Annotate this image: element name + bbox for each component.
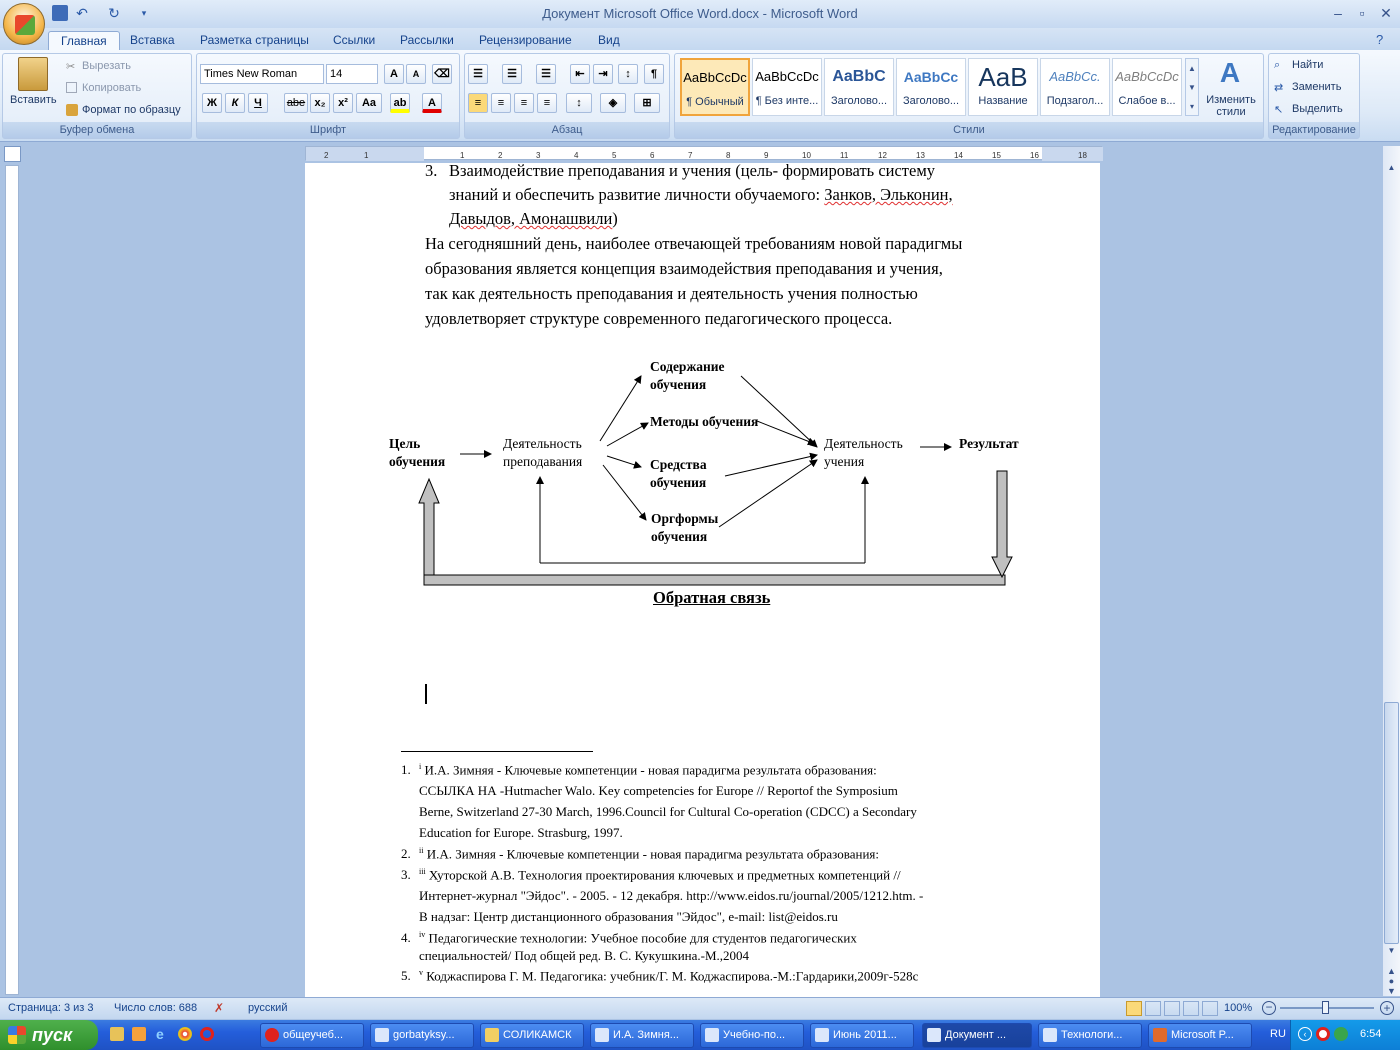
select-icon: ↖ bbox=[1274, 104, 1284, 116]
diagram-means-line: обучения bbox=[650, 475, 707, 490]
multilevel-list-icon[interactable]: ☰ bbox=[536, 64, 556, 84]
print-layout-icon[interactable] bbox=[1126, 1001, 1142, 1016]
diagram-content-line: Содержание bbox=[650, 359, 725, 374]
full-screen-icon[interactable] bbox=[1145, 1001, 1161, 1016]
ruler-marks bbox=[306, 147, 1103, 161]
align-right-icon[interactable]: ≡ bbox=[514, 93, 534, 113]
taskbar-item-label: Microsoft P... bbox=[1171, 1029, 1234, 1041]
clear-format-icon[interactable]: ⌫ bbox=[432, 64, 452, 84]
style-preview: AaB bbox=[978, 62, 1028, 92]
footnote-line bbox=[419, 762, 877, 778]
footnote-line bbox=[419, 867, 901, 883]
feedback-arrow-up bbox=[419, 479, 439, 575]
tab-references[interactable]: Ссылки bbox=[333, 33, 376, 47]
outline-icon[interactable] bbox=[1183, 1001, 1199, 1016]
style-preview: AaBbCcDc bbox=[755, 69, 819, 84]
footnote-mark: ii bbox=[419, 846, 424, 855]
underline-button[interactable]: Ч bbox=[248, 93, 268, 113]
word-icon bbox=[595, 1028, 609, 1042]
style-preview: AaBbCc bbox=[903, 69, 959, 85]
ruler-tick-label: 8 bbox=[726, 151, 731, 160]
align-center-icon[interactable]: ≡ bbox=[491, 93, 511, 113]
taskbar-item-label: И.А. Зимня... bbox=[613, 1029, 679, 1041]
style-name: ¶ Обычный bbox=[686, 96, 744, 108]
word-icon bbox=[815, 1028, 829, 1042]
styles-scroll-icon[interactable]: ▲ ▼ ▾ bbox=[1185, 58, 1199, 116]
arrow-teaching-means bbox=[607, 456, 641, 467]
diagram-goal bbox=[389, 435, 445, 471]
diagram-goal-line: обучения bbox=[389, 454, 446, 469]
author-names: Занков, Эльконин, bbox=[824, 185, 953, 204]
arrow-teaching-content bbox=[600, 376, 641, 441]
find-button[interactable]: Найти bbox=[1292, 59, 1324, 71]
footnote-line-text: Хуторской А.В. Технология проектирования ключевых и предметных компетенций // bbox=[428, 867, 901, 883]
word-icon bbox=[927, 1028, 941, 1042]
diagram-means bbox=[650, 456, 707, 492]
footnote-line: В надзаг: Центр дистанционного образования "Эйдос", e-mail: list@eidos.ru bbox=[419, 909, 838, 924]
browse-object-icon[interactable]: ▲ ● ▼ bbox=[1387, 966, 1396, 996]
diagram-learning bbox=[824, 435, 903, 471]
maximize-icon[interactable]: ▫ bbox=[1359, 5, 1365, 21]
taskbar-item-label: gorbatyksy... bbox=[393, 1029, 455, 1041]
cut-button[interactable]: Вырезать bbox=[82, 60, 131, 72]
font-group-label: Шрифт bbox=[197, 122, 459, 138]
ruler-corner-tab-icon[interactable] bbox=[4, 146, 21, 162]
change-case-button[interactable]: Aa bbox=[356, 93, 382, 113]
word-icon bbox=[375, 1028, 389, 1042]
diagram-methods: Методы обучения bbox=[650, 414, 759, 429]
sort-icon[interactable]: ↕ bbox=[618, 64, 638, 84]
taskbar-item-word-3[interactable] bbox=[700, 1023, 804, 1048]
taskbar-item-word-2[interactable] bbox=[590, 1023, 694, 1048]
format-painter-button[interactable]: Формат по образцу bbox=[82, 104, 181, 116]
editing-group-label: Редактирование bbox=[1269, 122, 1359, 138]
ruler-tick-label: 13 bbox=[916, 151, 925, 160]
style-name: Заголово... bbox=[902, 95, 960, 107]
footnote-line-text: И.А. Зимняя - Ключевые компетенции - новая парадигма результата образования: bbox=[424, 762, 877, 778]
web-layout-icon[interactable] bbox=[1164, 1001, 1180, 1016]
paste-button[interactable]: Вставить bbox=[10, 94, 57, 106]
office-button[interactable] bbox=[3, 3, 45, 45]
list-item-text: ) bbox=[612, 209, 618, 228]
window-title: Документ Microsoft Office Word.docx - Microsoft Word bbox=[542, 6, 858, 21]
footnote-number: 3. bbox=[401, 867, 411, 882]
show-marks-icon[interactable]: ¶ bbox=[644, 64, 664, 84]
shading-icon[interactable]: ◈ bbox=[600, 93, 626, 113]
list-number: 3. bbox=[425, 163, 438, 180]
taskbar-item-label: общеучеб... bbox=[283, 1029, 344, 1041]
ruler-tick-label: 1 bbox=[364, 151, 369, 160]
diagram-content bbox=[650, 358, 725, 394]
styles-group-label: Стили bbox=[675, 122, 1263, 138]
arrow-teaching-methods bbox=[607, 423, 648, 446]
ruler-margin-right bbox=[1042, 147, 1103, 161]
tab-mailings[interactable]: Рассылки bbox=[400, 33, 454, 47]
undo-icon[interactable]: ↶ bbox=[76, 5, 88, 21]
ruler-tick-label: 15 bbox=[992, 151, 1001, 160]
author-names: Давыдов, Амонашвили bbox=[449, 209, 613, 228]
ruler-tick-label: 16 bbox=[1030, 151, 1039, 160]
footnote-number: 1. bbox=[401, 762, 411, 777]
footnote-number: 4. bbox=[401, 930, 411, 945]
increase-indent-icon[interactable]: ⇥ bbox=[593, 64, 613, 84]
arrow-means-learning bbox=[725, 455, 817, 476]
ruler-tick-label: 14 bbox=[954, 151, 963, 160]
footnote-line-text: Коджаспирова Г. М. Педагогика: учебник/Г. М. Коджаспирова.-М.:Гардарики,2009г-528с bbox=[426, 968, 919, 984]
arrow-content-learning bbox=[741, 376, 817, 447]
format-painter-icon bbox=[66, 104, 78, 116]
footnote-line: специальностей/ Под общей ред. В. С. Кукушкина.-М.,2004 bbox=[419, 948, 750, 963]
footnote-mark: v bbox=[419, 968, 423, 977]
footnote-line-text: И.А. Зимняя - Ключевые компетенции - новая парадигма результата образования: bbox=[426, 846, 879, 862]
taskbar-item-word-5[interactable] bbox=[1038, 1023, 1142, 1048]
align-left-icon[interactable]: ≡ bbox=[468, 93, 488, 113]
font-color-icon[interactable]: A bbox=[422, 93, 442, 113]
style-preview: AaBbCc. bbox=[1049, 69, 1101, 84]
zoom-out-icon[interactable]: − bbox=[1262, 1001, 1276, 1015]
style-preview: AaBbC bbox=[832, 68, 886, 85]
tab-insert[interactable]: Вставка bbox=[130, 33, 175, 47]
ruler-tick-label: 11 bbox=[840, 151, 849, 160]
word-icon bbox=[1043, 1028, 1057, 1042]
paste-icon[interactable] bbox=[18, 57, 48, 91]
tray-back-icon[interactable]: ‹ bbox=[1298, 1027, 1312, 1041]
font-family-select[interactable]: Times New Roman bbox=[200, 64, 324, 84]
taskbar-item-label: Учебно-по... bbox=[723, 1029, 786, 1041]
quicklaunch-desktop-icon[interactable] bbox=[110, 1027, 124, 1041]
taskbar-item-label: Технологи... bbox=[1061, 1029, 1123, 1041]
ruler-tick-label: 6 bbox=[650, 151, 655, 160]
taskbar-item-opera[interactable] bbox=[260, 1023, 364, 1048]
decrease-indent-icon[interactable]: ⇤ bbox=[570, 64, 590, 84]
replace-icon: ⇄ bbox=[1274, 82, 1284, 94]
ruler-tick-label: 4 bbox=[574, 151, 579, 160]
line-spacing-icon[interactable]: ↕ bbox=[566, 93, 592, 113]
diagram-teaching-line: Деятельность bbox=[503, 436, 582, 451]
bold-button[interactable]: Ж bbox=[202, 93, 222, 113]
taskbar-item-word-4[interactable] bbox=[810, 1023, 914, 1048]
ruler-tick-label: 2 bbox=[498, 151, 503, 160]
zoom-level[interactable]: 100% bbox=[1224, 1002, 1253, 1014]
font-size-select[interactable]: 14 bbox=[326, 64, 378, 84]
clock: 6:54 bbox=[1360, 1028, 1382, 1040]
zoom-slider-thumb[interactable] bbox=[1322, 1001, 1329, 1014]
style-name: Слабое в... bbox=[1118, 95, 1176, 107]
paragraph-line: образования является концепция взаимодействия преподавания и учения, bbox=[425, 259, 943, 278]
ruler-tick-label: 5 bbox=[612, 151, 617, 160]
folder-icon bbox=[485, 1028, 499, 1042]
diagram-forms bbox=[651, 510, 718, 546]
copy-icon bbox=[66, 82, 77, 93]
style-title[interactable] bbox=[968, 58, 1038, 116]
arrow-forms-learning bbox=[719, 460, 817, 527]
ruler-tick-label: 18 bbox=[1078, 151, 1087, 160]
footnote-mark: iii bbox=[419, 867, 426, 876]
customize-qat-icon[interactable]: ▾ bbox=[141, 8, 147, 18]
arrow-methods-learning bbox=[757, 421, 815, 444]
footnote-mark: iv bbox=[419, 930, 426, 939]
ruler-tick-label: 12 bbox=[878, 151, 887, 160]
start-label: пуск bbox=[32, 1025, 73, 1045]
zoom-in-icon[interactable]: + bbox=[1380, 1001, 1394, 1015]
justify-icon[interactable]: ≡ bbox=[537, 93, 557, 113]
diagram-teaching-line: преподавания bbox=[503, 454, 583, 469]
diagram-forms-line: обучения bbox=[651, 529, 708, 544]
copy-button[interactable]: Копировать bbox=[82, 82, 142, 94]
windows-logo-icon bbox=[8, 1026, 26, 1044]
style-name: Подзагол... bbox=[1046, 95, 1104, 107]
word-icon bbox=[705, 1028, 719, 1042]
powerpoint-icon bbox=[1153, 1028, 1167, 1042]
quicklaunch-chrome-icon[interactable] bbox=[178, 1027, 192, 1041]
style-name: Заголово... bbox=[830, 95, 888, 107]
find-icon: ⌕ bbox=[1274, 59, 1281, 71]
highlight-icon[interactable]: ab bbox=[390, 93, 410, 113]
clipboard-group-label: Буфер обмена bbox=[3, 122, 191, 138]
style-preview: AaBbCcDc bbox=[683, 70, 747, 85]
tab-page-layout[interactable]: Разметка страницы bbox=[200, 33, 309, 47]
quicklaunch-ie-icon[interactable]: e bbox=[156, 1026, 164, 1042]
grow-font-icon[interactable]: A bbox=[384, 64, 404, 84]
scrollbar-thumb[interactable] bbox=[1384, 702, 1399, 944]
footnote-line bbox=[419, 930, 857, 946]
proofing-icon[interactable]: ✗ bbox=[214, 1001, 225, 1015]
select-button[interactable]: Выделить bbox=[1292, 103, 1343, 115]
tray-security-icon[interactable] bbox=[1334, 1027, 1348, 1041]
diagram-means-line: Средства bbox=[650, 457, 707, 472]
ruler-tick-label: 9 bbox=[764, 151, 769, 160]
footnote-mark: i bbox=[419, 762, 422, 771]
change-styles-icon[interactable]: A bbox=[1219, 57, 1241, 88]
style-subtle-emphasis[interactable] bbox=[1112, 58, 1182, 116]
footnote-line-text: Педагогические технологии: Учебное пособие для студентов педагогических bbox=[428, 930, 857, 946]
arrow-teaching-forms bbox=[603, 465, 646, 520]
help-icon[interactable]: ? bbox=[1376, 32, 1384, 47]
save-icon[interactable] bbox=[52, 5, 68, 21]
scroll-down-icon[interactable]: ▼ bbox=[1387, 946, 1396, 955]
minimize-icon[interactable]: – bbox=[1334, 5, 1342, 21]
status-page[interactable]: Страница: 3 из 3 bbox=[8, 1002, 94, 1014]
paragraph-line: так как деятельность преподавания и деятельность учения полностью bbox=[425, 284, 918, 303]
shrink-font-icon[interactable]: A bbox=[406, 64, 426, 84]
tab-home[interactable]: Главная bbox=[48, 31, 120, 50]
style-subtitle[interactable] bbox=[1040, 58, 1110, 116]
list-item-line: Взаимодействие преподавания и учения (цель- формировать систему bbox=[449, 163, 936, 180]
tray-opera-icon[interactable] bbox=[1316, 1027, 1330, 1041]
ruler-tick-label: 1 bbox=[460, 151, 465, 160]
taskbar-item-label: Документ ... bbox=[945, 1029, 1007, 1041]
tab-review[interactable]: Рецензирование bbox=[479, 33, 572, 47]
style-name: ¶ Без инте... bbox=[755, 95, 819, 107]
bullets-icon[interactable]: ☰ bbox=[468, 64, 488, 84]
style-heading-1[interactable] bbox=[824, 58, 894, 116]
feedback-arrow-down bbox=[992, 471, 1012, 577]
quicklaunch-opera-icon[interactable] bbox=[200, 1027, 214, 1041]
footnote-line: Интернет-журнал "Эйдос". - 2005. - 12 декабря. http://www.eidos.ru/journal/2005/1212.htm. - bbox=[419, 888, 924, 903]
footnote-separator bbox=[401, 751, 593, 752]
taskbar-item-folder[interactable] bbox=[480, 1023, 584, 1048]
tab-view[interactable]: Вид bbox=[598, 33, 620, 47]
change-styles-button[interactable]: Изменить стили bbox=[1206, 94, 1256, 118]
diagram-learning-line: учения bbox=[824, 454, 865, 469]
diagram-teaching bbox=[503, 435, 582, 471]
style-preview: AaBbCcDc bbox=[1115, 69, 1179, 84]
document-page[interactable] bbox=[305, 163, 1100, 997]
text-cursor bbox=[425, 684, 427, 704]
footnote-line bbox=[419, 968, 918, 984]
language-indicator[interactable]: RU bbox=[1270, 1028, 1286, 1040]
paragraph-line: На сегодняшний день, наиболее отвечающей требованиям новой парадигмы bbox=[425, 234, 963, 253]
diagram-goal-line: Цель bbox=[389, 436, 421, 451]
vertical-ruler[interactable] bbox=[5, 165, 19, 995]
ruler-tick-label: 3 bbox=[536, 151, 541, 160]
taskbar-item-powerpoint[interactable] bbox=[1148, 1023, 1252, 1048]
italic-button[interactable]: К bbox=[225, 93, 245, 113]
office-logo-icon bbox=[15, 15, 35, 35]
footnote-line bbox=[419, 846, 879, 862]
taskbar-item-label: СОЛИКАМСК bbox=[503, 1029, 572, 1041]
cut-icon: ✂ bbox=[66, 61, 76, 73]
taskbar-item-word-active[interactable] bbox=[922, 1023, 1032, 1048]
replace-button[interactable]: Заменить bbox=[1292, 81, 1342, 93]
close-icon[interactable]: ✕ bbox=[1380, 5, 1392, 21]
opera-icon bbox=[265, 1028, 279, 1042]
ruler-tick-label: 7 bbox=[688, 151, 693, 160]
diagram-feedback-label: Обратная связь bbox=[653, 588, 771, 607]
draft-icon[interactable] bbox=[1202, 1001, 1218, 1016]
taskbar-item-label: Июнь 2011... bbox=[833, 1029, 897, 1041]
feedback-bar bbox=[424, 575, 1005, 585]
footnote-line: ССЫЛКА НА -Hutmacher Walo. Key competencies for Europe // Reportof the Symposium bbox=[419, 783, 898, 798]
taskbar-item-word-1[interactable] bbox=[370, 1023, 474, 1048]
paragraph-line: удовлетворяет структуре современного педагогического процесса. bbox=[425, 309, 893, 328]
style-name: Название bbox=[978, 95, 1028, 107]
style-no-spacing[interactable] bbox=[752, 58, 822, 116]
ruler-tick-label: 10 bbox=[802, 151, 811, 160]
footnote-number: 5. bbox=[401, 968, 411, 983]
subscript-button[interactable]: x₂ bbox=[310, 93, 330, 113]
status-language[interactable]: русский bbox=[248, 1002, 288, 1014]
redo-icon[interactable]: ↻ bbox=[108, 5, 120, 21]
diagram-forms-line: Оргформы bbox=[651, 511, 719, 526]
paragraph-group-label: Абзац bbox=[465, 122, 669, 138]
superscript-button[interactable]: x² bbox=[333, 93, 353, 113]
borders-icon[interactable]: ⊞ bbox=[634, 93, 660, 113]
scroll-up-icon[interactable]: ▲ bbox=[1387, 163, 1396, 172]
horizontal-ruler[interactable] bbox=[305, 146, 1102, 160]
footnote-number: 2. bbox=[401, 846, 411, 861]
ruler-tick-label: 2 bbox=[324, 151, 329, 160]
status-words[interactable]: Число слов: 688 bbox=[114, 1002, 198, 1014]
strikethrough-button[interactable]: abe bbox=[284, 93, 308, 113]
quicklaunch-app-icon[interactable] bbox=[132, 1027, 146, 1041]
footnote-line: Education for Europe. Strasburg, 1997. bbox=[419, 825, 623, 840]
style-heading-2[interactable] bbox=[896, 58, 966, 116]
numbering-icon[interactable]: ☰ bbox=[502, 64, 522, 84]
footnote-line: Berne, Switzerland 27-30 March, 1996.Council for Cultural Co-operation (CDCC) a Secondary bbox=[419, 804, 917, 819]
diagram-content-line: обучения bbox=[650, 377, 707, 392]
diagram-learning-line: Деятельность bbox=[824, 436, 903, 451]
diagram-result: Результат bbox=[959, 436, 1019, 451]
style-normal[interactable] bbox=[680, 58, 750, 116]
list-item-text: знаний и обеспечить развитие личности обучаемого: bbox=[449, 185, 825, 204]
